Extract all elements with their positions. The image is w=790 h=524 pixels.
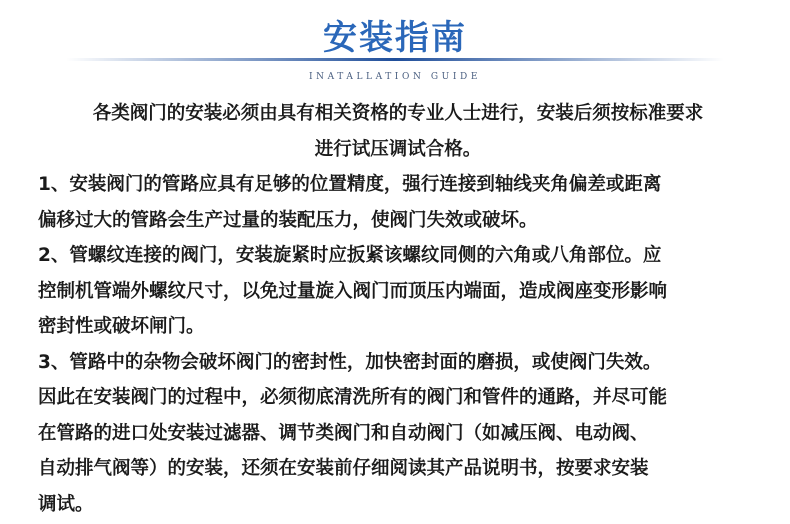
guide-body bbox=[38, 96, 758, 522]
instruction-line: 控制机管端外螺纹尺寸，以免过量旋入阀门而顶压内端面，造成阀座变形影响 bbox=[38, 280, 668, 302]
instruction-item-2 bbox=[38, 238, 758, 345]
instruction-line: 偏移过大的管路会生产过量的装配压力，使阀门失效或破坏。 bbox=[38, 209, 538, 231]
guide-header bbox=[0, 0, 790, 92]
intro-paragraph bbox=[38, 96, 758, 167]
instruction-item-1 bbox=[38, 167, 758, 238]
intro-line: 各类阀门的安装必须由具有相关资格的专业人士进行，安装后须按标准要求 bbox=[92, 103, 704, 124]
instruction-line: 在管路的进口处安装过滤器、调节类阀门和自动阀门（如减压阀、电动阀、 bbox=[38, 422, 649, 444]
instruction-line: 2、管螺纹连接的阀门，安装旋紧时应扳紧该螺纹同侧的六角或八角部位。应 bbox=[38, 245, 662, 266]
instruction-line: 1、安装阀门的管路应具有足够的位置精度，强行连接到轴线夹角偏差或距离 bbox=[38, 174, 662, 195]
instruction-item-3 bbox=[38, 345, 758, 523]
instruction-line: 3、管路中的杂物会破坏阀门的密封性，加快密封面的磨损，或使阀门失效。 bbox=[38, 351, 662, 373]
instruction-line: 调试。 bbox=[38, 493, 94, 515]
intro-line: 进行试压调试合格。 bbox=[314, 138, 482, 160]
page-subtitle: INATALLATION GUIDE bbox=[309, 72, 481, 82]
instruction-line: 因此在安装阀门的过程中，必须彻底清洗所有的阀门和管件的通路，并尽可能 bbox=[38, 387, 668, 408]
page-title: 安装指南 bbox=[323, 18, 467, 58]
title-underline bbox=[66, 58, 724, 61]
instruction-line: 自动排气阀等）的安装，还须在安装前仔细阅读其产品说明书，按要求安装 bbox=[38, 458, 649, 479]
instruction-line: 密封性或破坏闸门。 bbox=[38, 316, 205, 337]
